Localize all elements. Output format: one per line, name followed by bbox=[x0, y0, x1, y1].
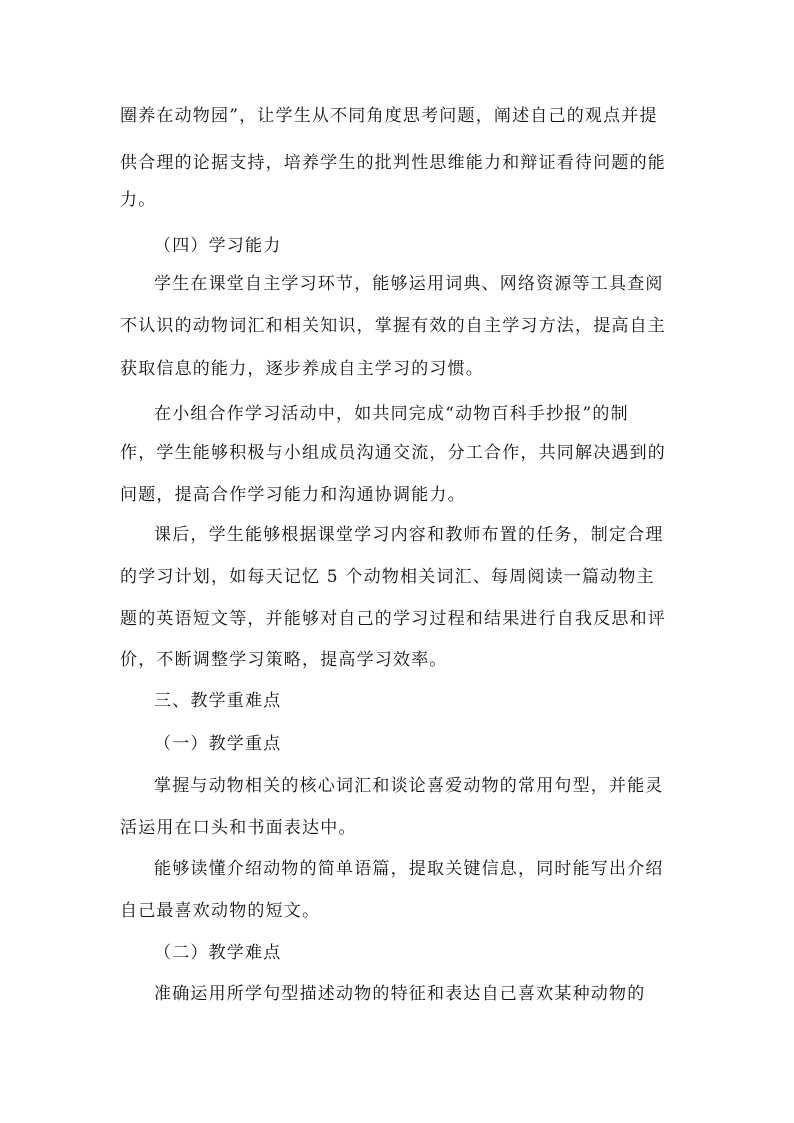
section-heading: （四）学习能力 bbox=[154, 236, 282, 256]
text-line: 的学习计划，如每天记忆 5 个动物相关词汇、每周阅读一篇动物主 bbox=[120, 567, 655, 587]
text-line: 学生在课堂自主学习环节，能够运用词典、网络资源等工具查阅 bbox=[154, 274, 664, 294]
text-line: 圈养在动物园”，让学生从不同角度思考问题，阐述自己的观点并提 bbox=[120, 106, 658, 126]
text-line: 活运用在口头和书面表达中。 bbox=[120, 818, 357, 838]
text-line: 问题，提高合作学习能力和沟通协调能力。 bbox=[120, 485, 466, 505]
text-line: 力。 bbox=[120, 190, 157, 210]
subsection-heading: （一）教学重点 bbox=[154, 734, 282, 754]
text-line: 不认识的动物词汇和相关知识，掌握有效的自主学习方法，提高自主 bbox=[120, 316, 666, 336]
text-line: 价，不断调整学习策略，提高学习效率。 bbox=[120, 650, 448, 670]
text-line: 获取信息的能力，逐步养成自主学习的习惯。 bbox=[120, 359, 484, 379]
text-line: 作，学生能够积极与小组成员沟通交流，分工合作，共同解决遇到的 bbox=[120, 443, 666, 463]
text-line: 课后，学生能够根据课堂学习内容和教师布置的任务，制定合理 bbox=[154, 525, 664, 545]
text-line: 在小组合作学习活动中，如共同完成“动物百科手抄报”的制 bbox=[154, 404, 629, 424]
text-line: 供合理的论据支持，培养学生的批判性思维能力和辩证看待问题的能 bbox=[120, 153, 666, 173]
text-line: 自己最喜欢动物的短文。 bbox=[120, 901, 321, 921]
text-line: 题的英语短文等，并能够对自己的学习过程和结果进行自我反思和评 bbox=[120, 609, 666, 629]
section-heading: 三、教学重难点 bbox=[154, 691, 282, 711]
text-line: 掌握与动物相关的核心词汇和谈论喜爱动物的常用句型，并能灵 bbox=[154, 776, 664, 796]
text-line: 准确运用所学句型描述动物的特征和表达自己喜欢某种动物的 bbox=[154, 984, 646, 1004]
text-line: 能够读懂介绍动物的简单语篇，提取关键信息，同时能写出介绍 bbox=[154, 859, 664, 879]
subsection-heading: （二）教学难点 bbox=[154, 943, 282, 963]
